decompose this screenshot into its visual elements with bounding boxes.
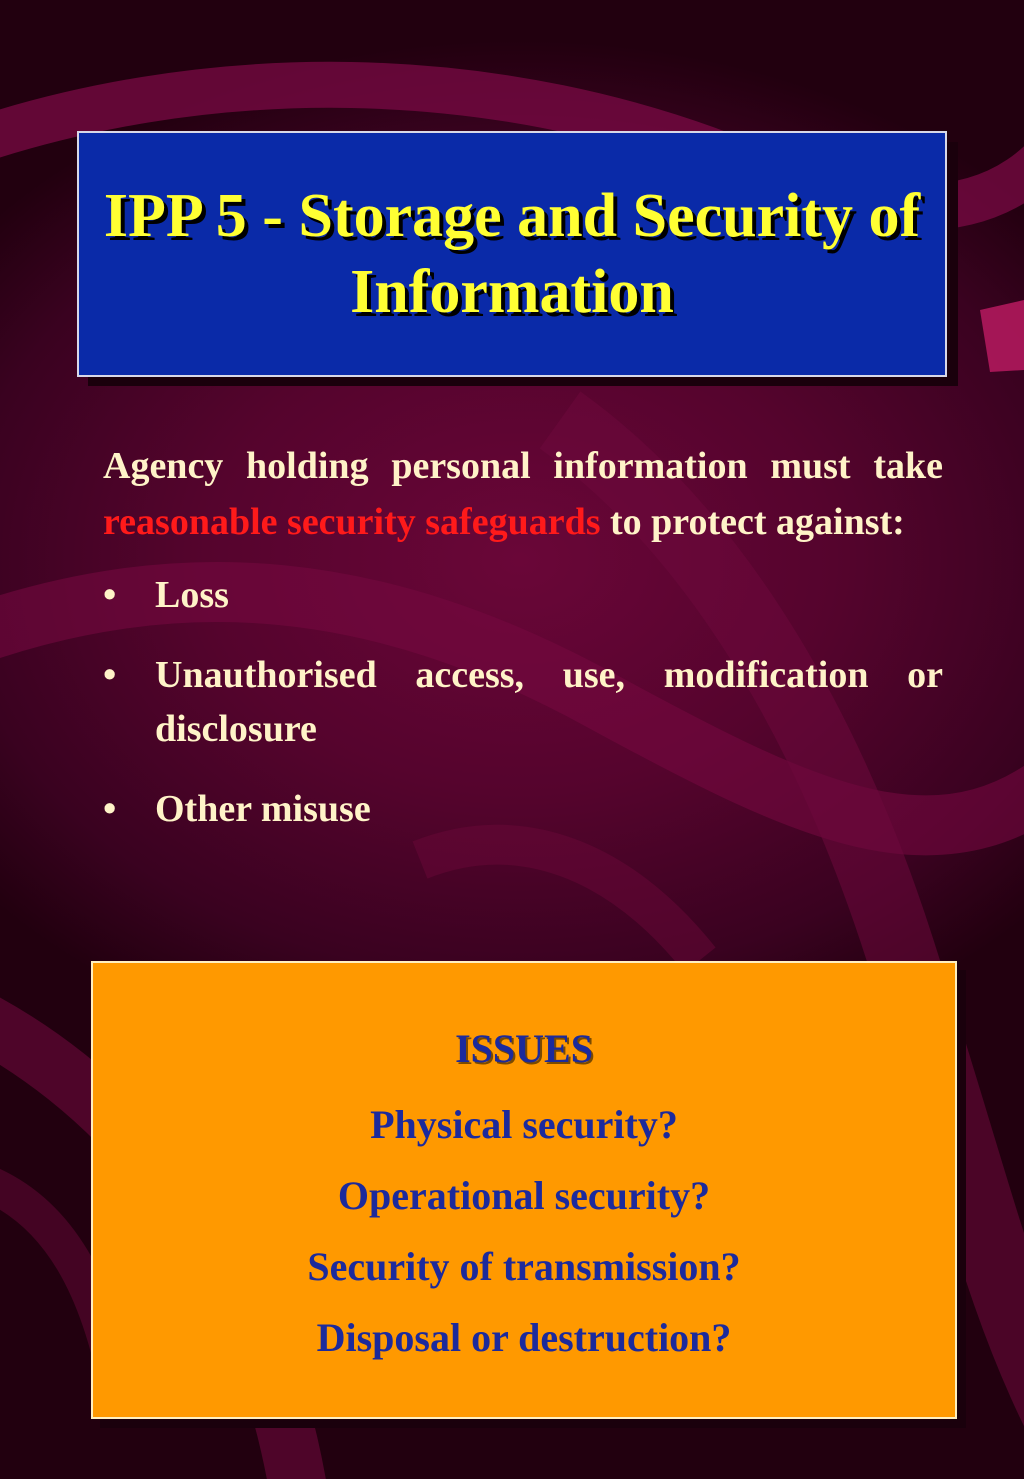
issues-heading: ISSUES <box>455 1026 593 1071</box>
intro-text-start: Agency holding personal information must take <box>103 445 943 487</box>
bullet-icon: • <box>103 788 117 830</box>
bullet-text: Unauthorised access, use, modification or disclosure <box>155 654 943 750</box>
bullet-list <box>103 568 943 836</box>
bullet-item-loss <box>103 568 943 622</box>
issue-item-physical-security: Physical security? <box>370 1102 678 1147</box>
bullet-icon: • <box>103 654 117 696</box>
issue-item-disposal: Disposal or destruction? <box>316 1315 732 1360</box>
bullet-item-unauthorised-access <box>103 648 943 756</box>
issues-list <box>93 1089 955 1373</box>
intro-paragraph <box>103 438 943 550</box>
bullet-text: Loss <box>155 574 229 616</box>
slide-title: IPP 5 - Storage and Security of Information <box>103 182 921 326</box>
issue-item-operational-security: Operational security? <box>337 1173 711 1218</box>
slide-body <box>103 438 943 862</box>
bullet-icon: • <box>103 574 117 616</box>
issue-item-transmission-security: Security of transmission? <box>307 1244 741 1289</box>
bullet-item-other-misuse <box>103 782 943 836</box>
issues-box <box>91 961 957 1419</box>
bullet-text: Other misuse <box>155 788 371 830</box>
intro-highlight: reasonable security safeguards <box>103 501 601 543</box>
intro-text-end: to protect against: <box>600 501 905 543</box>
title-box <box>77 131 947 377</box>
